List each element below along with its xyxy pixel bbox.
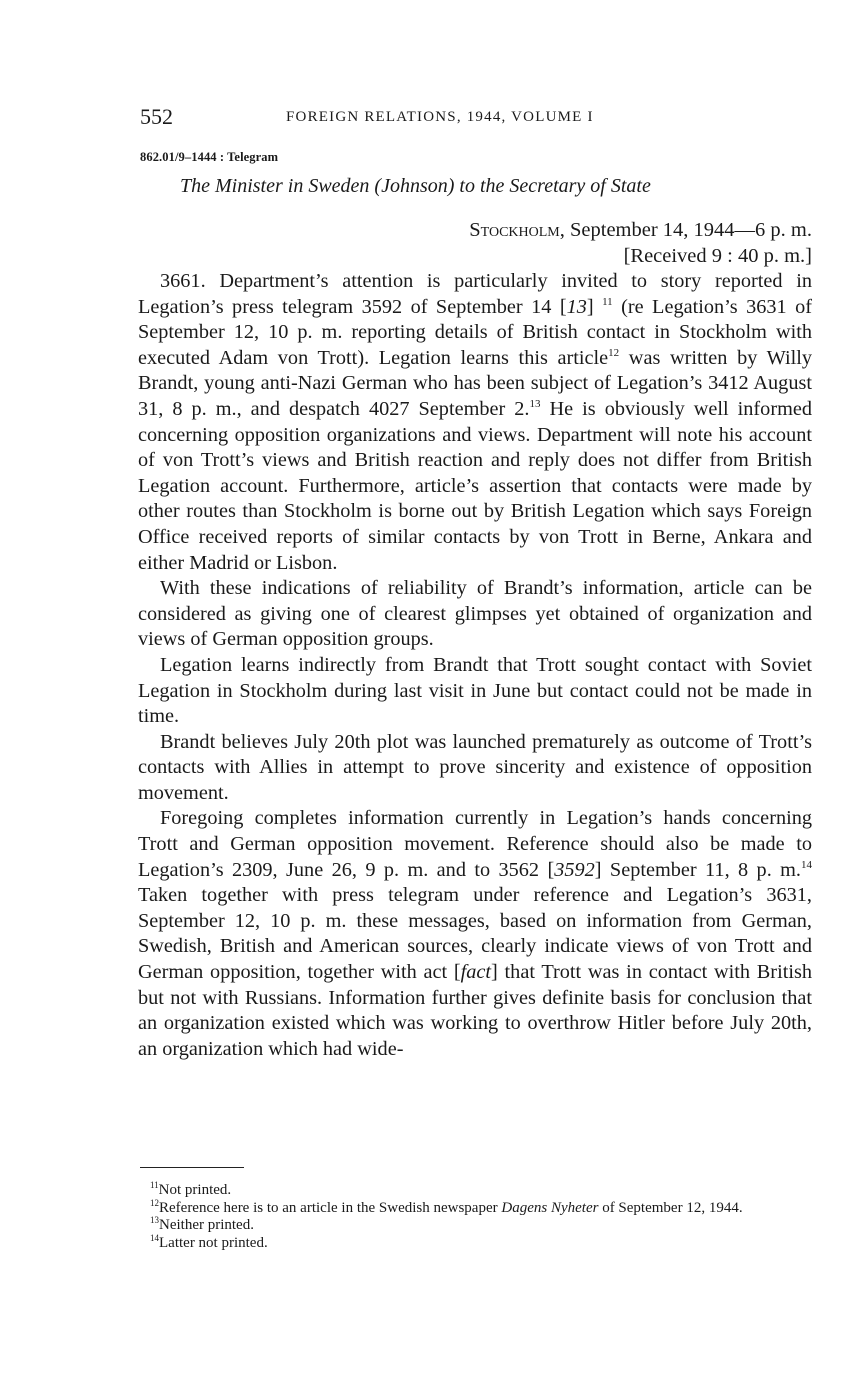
footnote-11 bbox=[140, 1182, 812, 1200]
running-head: FOREIGN RELATIONS, 1944, VOLUME I bbox=[286, 109, 594, 125]
dateline-date: , September 14, 1944—6 p. m. bbox=[559, 219, 812, 241]
dateline-place: Stockholm bbox=[469, 219, 560, 241]
footnote-divider bbox=[140, 1167, 244, 1168]
footnote-number: 13 bbox=[150, 1215, 159, 1225]
paragraph-text: (re Legation’s 3631 of September 12, 10 p. m. reporting details of British contact in Stockholm with executed Adam von Trott). Legation learns this article bbox=[138, 295, 813, 369]
paragraph-text: ] September 11, 8 p. m. bbox=[594, 858, 801, 881]
page-number: 552 bbox=[140, 104, 173, 129]
paragraph-text: 3661. Department’s attention is particularly invited to story reported in Legation’s press telegram 3592 of September 14 [ bbox=[138, 270, 812, 318]
footnote-14 bbox=[140, 1232, 812, 1253]
footnotes bbox=[140, 1182, 812, 1252]
paragraph-1 bbox=[138, 269, 812, 576]
footnote-13 bbox=[140, 1217, 812, 1235]
paragraph-text: Foregoing completes information currently in Legation’s hands concerning Trott and German opposition movement. Reference should also be made to Legation’s 2309, June 26, 9 p. m. and to 3562 [ bbox=[138, 807, 812, 881]
footnote-marker-14: 14 bbox=[801, 858, 812, 871]
footnote-marker-11: 11 bbox=[602, 295, 613, 308]
paragraph-2: With these indications of reliability of Brandt’s information, article can be considered as giving one of clearest glimpses yet obtained of organization and views of German opposition groups. bbox=[138, 577, 812, 651]
footnote-number: 11 bbox=[150, 1180, 159, 1190]
page-header bbox=[140, 104, 812, 132]
dateline bbox=[469, 218, 812, 269]
paragraph-text: was written by Willy Brandt, young anti-Nazi German who has been subject of Legation’s 3412 August 31, 8 p. m., and despatch 4027 September 2. bbox=[138, 346, 812, 420]
paragraph-text: Taken together with press telegram under reference and Legation’s 3631, September 12, 10 p. m. these messages, based on information from German, Swedish, British and American sources, clearly indicate views of von Trott and German opposition, together with act [ bbox=[138, 884, 812, 984]
paragraph-text: He is obviously well informed concerning opposition organizations and views. Department will note his account of von Trott’s views and British reaction and reply does not differ from British Legation account. Furthermore, article’s assertion that contacts were made by other routes than Stockholm is borne out by British Legation which says Foreign Office received reports of similar contacts by von Trott in Berne, Ankara and either Madrid or Lisbon. bbox=[138, 397, 812, 574]
footnote-text: Neither printed. bbox=[159, 1217, 254, 1233]
footnote-number: 12 bbox=[150, 1197, 159, 1208]
file-reference: 862.01/9–1444 : Telegram bbox=[140, 150, 279, 164]
dateline-received: [Received 9 : 40 p. m.] bbox=[623, 244, 812, 267]
paragraph-text: ] bbox=[586, 295, 603, 318]
footnote-text: Latter not printed. bbox=[159, 1234, 268, 1251]
paragraph-4: Brandt believes July 20th plot was launched prematurely as outcome of Trott’s contacts with Allies in attempt to prove sincerity and existence of opposition movement. bbox=[138, 730, 812, 804]
footnote-number: 14 bbox=[150, 1232, 159, 1243]
footnote-text: of September 12, 1944. bbox=[598, 1199, 743, 1216]
newspaper-name: Dagens Nyheter bbox=[501, 1199, 599, 1216]
paragraph-3: Legation learns indirectly from Brandt that Trott sought contact with Soviet Legation in Stockholm during last visit in June but contact could not be made in time. bbox=[138, 653, 812, 728]
footnote-marker-12: 12 bbox=[608, 346, 620, 359]
bracket-correction: fact bbox=[460, 961, 492, 984]
paragraph-text: ] that Trott was in contact with British but not with Russians. Information further gives definite basis for conclusion that an organization existed which was working to overthrow Hitler before July 20th, an organization which had wide- bbox=[138, 961, 813, 1060]
footnote-12 bbox=[140, 1197, 812, 1218]
telegram-body bbox=[138, 269, 812, 1062]
bracket-reference: 13 bbox=[566, 295, 587, 318]
paragraph-5 bbox=[138, 806, 812, 1062]
dateline-sent bbox=[469, 218, 812, 244]
footnote-text: Reference here is to an article in the Swedish newspaper bbox=[159, 1199, 502, 1216]
bracket-reference: 3592 bbox=[554, 858, 595, 881]
document-title: The Minister in Sweden (Johnson) to the Secretary of State bbox=[180, 175, 651, 197]
footnote-marker-13: 13 bbox=[529, 397, 541, 410]
footnote-text: Not printed. bbox=[158, 1182, 232, 1198]
